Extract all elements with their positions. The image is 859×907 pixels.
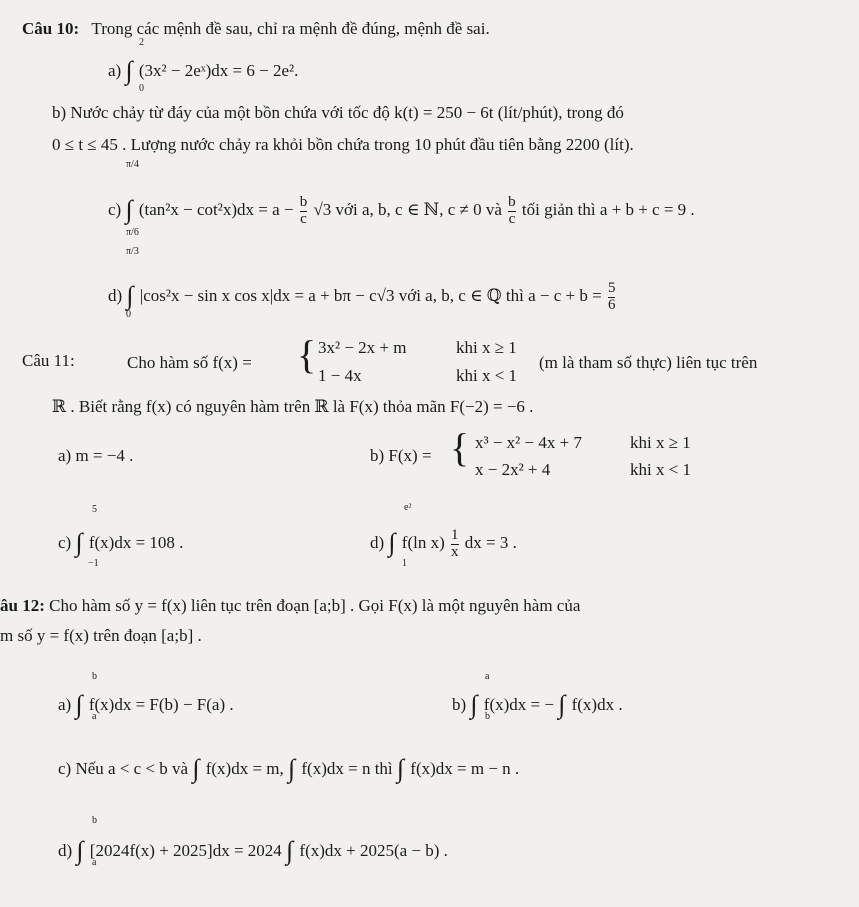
q10-prompt: Trong các mệnh đề sau, chỉ ra mệnh đề đúng, mệnh đề sai. (91, 19, 490, 38)
integral-sign: ∫ (125, 195, 133, 224)
integral-sign: ∫ (396, 754, 405, 783)
q10-b-line2: 0 ≤ t ≤ 45 . Lượng nước chảy ra khỏi bồn chứa trong 10 phút đầu tiên bằng 2200 (lít). (52, 135, 634, 154)
q11-c (58, 527, 184, 557)
q12-d-upper: b (92, 815, 97, 826)
q10-d-upper: π/3 (126, 246, 139, 257)
q12-line1-wrap (0, 597, 580, 614)
q10-c-upper: π/4 (126, 159, 139, 170)
q11-b-case2: x − 2x² + 4 (475, 460, 551, 479)
q12-a (58, 689, 234, 719)
q11-d-expr1: f(ln x) (401, 533, 445, 552)
q10-a (108, 55, 299, 85)
q10-a-expr: (3x² − 2eˣ)dx = 6 − 2e². (138, 61, 299, 80)
q10-heading (22, 20, 490, 37)
frac-den: c (300, 210, 307, 227)
q10-d (108, 280, 617, 313)
q12-b-expr1: f(x)dx = − (483, 695, 554, 714)
q10-c-frac (300, 195, 308, 228)
q10-c-label: c) (108, 200, 122, 219)
integral-sign: ∫ (286, 836, 294, 865)
q12-d-label: d) (58, 841, 73, 860)
q10-c-expr: (tan²x − cot²x)dx = a − (138, 200, 298, 219)
q11-title: Câu 11: (22, 351, 75, 370)
q12-d-lower: a (92, 857, 97, 868)
integral-sign: ∫ (125, 56, 133, 85)
q11-c-lower: −1 (88, 558, 99, 569)
frac-den: 6 (607, 296, 616, 313)
q12-c-text2: f(x)dx = m, (205, 759, 284, 778)
q11-tail: (m là tham số thực) liên tục trên (539, 353, 758, 372)
q11-d-expr2: dx = 3 . (464, 533, 517, 552)
frac-num: 1 (451, 526, 459, 543)
q12-a-upper: b (92, 671, 97, 682)
q10-b-line1: b) Nước chảy từ đáy của một bồn chứa với tốc độ k(t) = 250 − 6t (lít/phút), trong đó (52, 103, 624, 122)
q12-d-expr1: [2024f(x) + 2025]dx = 2024 (89, 841, 282, 860)
q12-d-expr2: f(x)dx + 2025(a − b) . (299, 841, 448, 860)
frac-den: x (451, 543, 459, 560)
q11-b-case1: x³ − x² − 4x + 7 (475, 433, 582, 452)
q11-case2-cond: khi x < 1 (456, 366, 518, 385)
q12-d (58, 835, 448, 865)
integral-sign: ∫ (192, 754, 200, 783)
q12-b-expr2: f(x)dx . (571, 695, 623, 714)
q11-d-upper: e² (404, 502, 412, 513)
q12-c-text4: f(x)dx = m − n . (410, 759, 520, 778)
q12-line1: Cho hàm số y = f(x) liên tục trên đoạn [a;b] . Gọi F(x) là một nguyên hàm của (49, 596, 581, 615)
q12-a-label: a) (58, 695, 72, 714)
q12-b (452, 689, 623, 719)
q11-d-label: d) (370, 533, 385, 552)
q12-title: âu 12: (0, 596, 45, 615)
q10-d-label: d) (108, 286, 123, 305)
frac-num: b (508, 193, 516, 210)
q12-c-text1: c) Nếu a < c < b và (58, 759, 189, 778)
q10-d-frac (608, 281, 616, 314)
q11-case1-cond: khi x ≥ 1 (456, 338, 517, 357)
q11-d (370, 527, 517, 560)
q12-a-lower: a (92, 711, 97, 722)
q11-c-expr: f(x)dx = 108 . (88, 533, 184, 552)
q11-b-intro: b) F(x) = (370, 446, 432, 465)
left-brace: { (297, 332, 317, 377)
integral-sign: ∫ (388, 528, 396, 557)
q12-b-label: b) (452, 695, 467, 714)
q12-line2: m số y = f(x) trên đoạn [a;b] . (0, 626, 202, 645)
q10-d-expr: |cos²x − sin x cos x|dx = a + bπ − c√3 với a, b, c ∈ ℚ thì a − c + b = (139, 286, 606, 305)
q12-a-expr: f(x)dx = F(b) − F(a) . (88, 695, 234, 714)
q11-line2: ℝ . Biết rằng f(x) có nguyên hàm trên ℝ là F(x) thỏa mãn F(−2) = −6 . (52, 397, 534, 416)
q11-c-label: c) (58, 533, 72, 552)
frac-num: 5 (607, 279, 616, 296)
q10-title: Câu 10: (22, 19, 80, 38)
q10-c-expr3: tối giản thì a + b + c = 9 . (521, 200, 695, 219)
q11-case2: 1 − 4x (318, 366, 362, 385)
q11-d-lower: 1 (402, 558, 407, 569)
integral-sign: ∫ (558, 690, 566, 719)
integral-sign: ∫ (126, 281, 134, 310)
q10-c-frac2 (508, 195, 516, 228)
q10-a-lower: 0 (139, 83, 144, 94)
q10-c-lower: π/6 (126, 227, 139, 238)
q11-a: a) m = −4 . (58, 446, 134, 465)
q11-intro: Cho hàm số f(x) = (127, 353, 252, 372)
q11-b-case1-cond: khi x ≥ 1 (630, 433, 691, 452)
left-brace: { (450, 425, 470, 470)
q10-c (108, 194, 695, 227)
integral-sign: ∫ (470, 690, 478, 719)
integral-sign: ∫ (75, 690, 83, 719)
q12-c-text3: f(x)dx = n thì (301, 759, 393, 778)
q11-c-upper: 5 (92, 504, 97, 515)
q12-b-lower: b (485, 711, 490, 722)
q12-b-upper: a (485, 671, 490, 682)
q10-a-upper: 2 (139, 37, 144, 48)
frac-num: b (299, 193, 308, 210)
q11-d-frac (451, 528, 459, 561)
frac-den: c (508, 210, 516, 227)
q11-b-case2-cond: khi x < 1 (630, 460, 692, 479)
integral-sign: ∫ (76, 836, 84, 865)
q11-case1: 3x² − 2x + m (318, 338, 407, 357)
q10-a-label: a) (108, 61, 122, 80)
q12-c (58, 753, 520, 783)
integral-sign: ∫ (75, 528, 83, 557)
integral-sign: ∫ (288, 754, 296, 783)
q10-c-expr2: √3 với a, b, c ∈ ℕ, c ≠ 0 và (313, 200, 507, 219)
q10-d-lower: 0 (126, 309, 131, 320)
